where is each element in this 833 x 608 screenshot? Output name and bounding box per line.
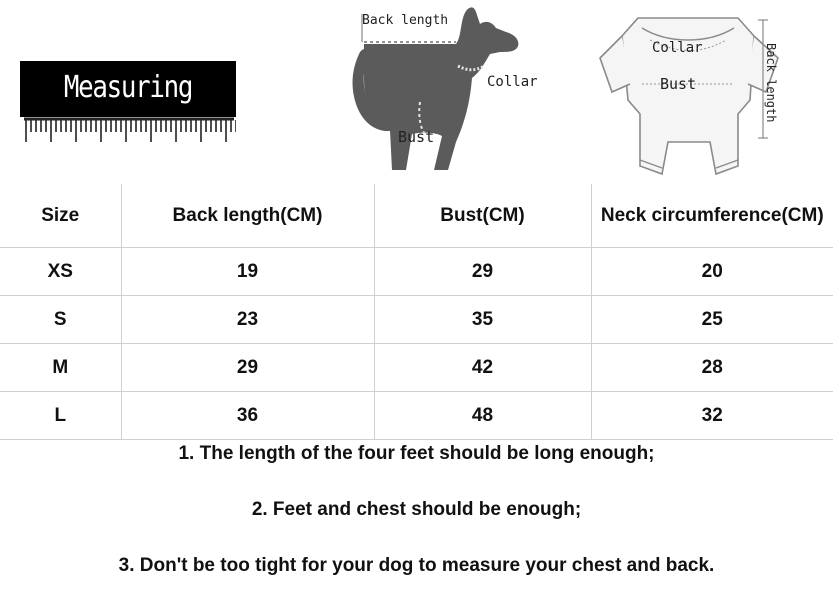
shirt-back-length-label: Back length bbox=[764, 43, 778, 123]
note-3: 3. Don't be too tight for your dog to measure your chest and back. bbox=[118, 555, 715, 576]
back-length-cell: 36 bbox=[121, 392, 374, 440]
measuring-method-banner bbox=[20, 61, 236, 155]
shirt-bust-label: Bust bbox=[660, 75, 697, 93]
neck-cell: 28 bbox=[591, 344, 833, 392]
column-header-back-length: Back length(CM) bbox=[121, 184, 374, 248]
bust-cell: 29 bbox=[374, 248, 591, 296]
neck-cell: 32 bbox=[591, 392, 833, 440]
size-cell: L bbox=[0, 392, 121, 440]
column-header-bust: Bust(CM) bbox=[374, 184, 591, 248]
column-header-neck-circumference: Neck circumference(CM) bbox=[591, 184, 833, 248]
measuring-method-title: Measuring method bbox=[63, 70, 193, 155]
ruler-icon bbox=[24, 117, 236, 145]
dog-shirt-icon bbox=[598, 14, 788, 180]
size-cell: M bbox=[0, 344, 121, 392]
size-cell: XS bbox=[0, 248, 121, 296]
dog-collar-label: Collar bbox=[487, 74, 538, 90]
table-row bbox=[0, 248, 833, 296]
table-row bbox=[0, 392, 833, 440]
size-cell: S bbox=[0, 296, 121, 344]
dog-silhouette-icon bbox=[338, 6, 538, 176]
bust-cell: 35 bbox=[374, 296, 591, 344]
table-row bbox=[0, 344, 833, 392]
neck-cell: 20 bbox=[591, 248, 833, 296]
table-header-row bbox=[0, 184, 833, 248]
neck-cell: 25 bbox=[591, 296, 833, 344]
shirt-collar-label: Collar bbox=[652, 40, 703, 56]
note-2: 2. Feet and chest should be enough; bbox=[251, 499, 582, 520]
dog-bust-label: Bust bbox=[398, 128, 435, 146]
table-row bbox=[0, 296, 833, 344]
column-header-size: Size bbox=[0, 184, 121, 248]
back-length-cell: 19 bbox=[121, 248, 374, 296]
dog-back-length-label: Back length bbox=[362, 13, 449, 28]
note-1: 1. The length of the four feet should be long enough; bbox=[178, 443, 655, 464]
back-length-cell: 29 bbox=[121, 344, 374, 392]
back-length-cell: 23 bbox=[121, 296, 374, 344]
bust-cell: 48 bbox=[374, 392, 591, 440]
measuring-header bbox=[0, 0, 833, 183]
bust-cell: 42 bbox=[374, 344, 591, 392]
size-chart-table bbox=[0, 184, 833, 440]
